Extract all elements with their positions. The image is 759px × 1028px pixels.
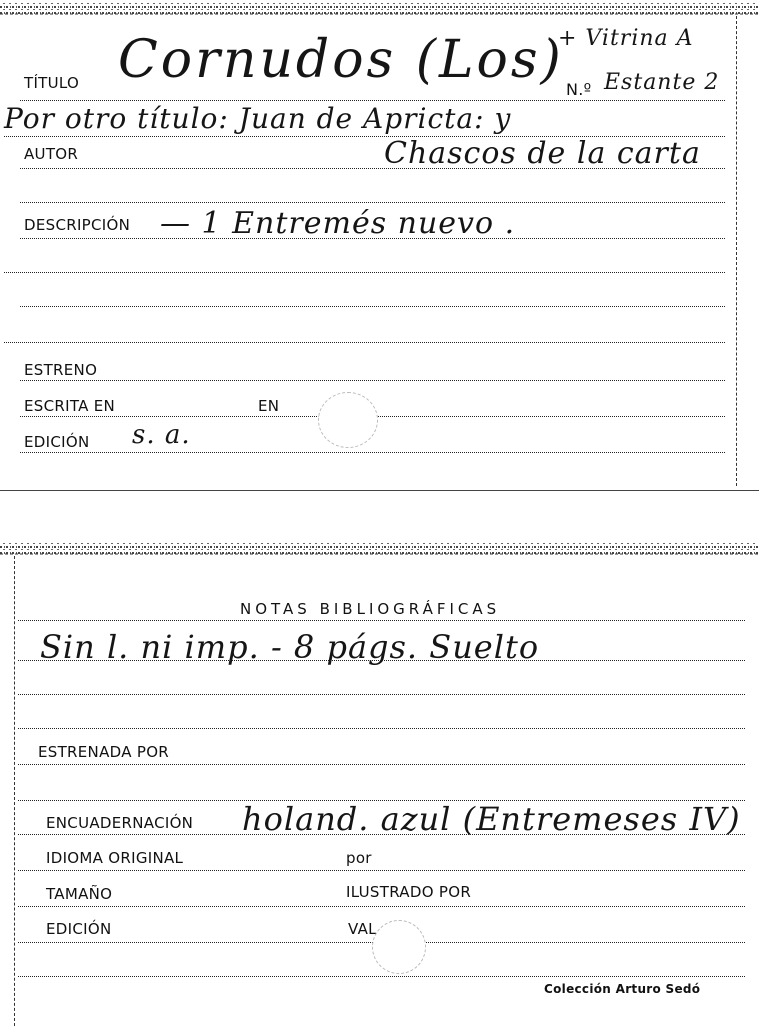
handwritten-title: Cornudos (Los) [118,30,564,90]
punch-hole [372,920,426,974]
card-right-border [736,16,737,486]
rule [18,976,745,977]
rule [20,238,725,239]
handwritten-alt-title-cont: Chascos de la carta [384,136,701,171]
value-label: VAL [348,920,377,938]
rule [20,306,725,307]
edition-label: EDICIÓN [46,920,112,938]
punch-hole [318,392,378,448]
premiered-by-label: ESTRENADA POR [38,743,170,761]
collection-footer: Colección Arturo Sedó [544,982,701,996]
card-left-border [14,556,15,1026]
author-label: AUTOR [24,145,79,163]
rule [18,728,745,729]
rule [18,764,745,765]
handwritten-alt-title: Por otro título: Juan de Apricta: y [4,102,512,135]
handwritten-binding: holand. azul (Entremeses IV) [242,800,741,838]
torn-top-edge [0,540,759,556]
rule [18,870,745,871]
original-language-label: IDIOMA ORIGINAL [46,849,184,867]
size-label: TAMAÑO [46,885,113,903]
in-label: EN [258,397,280,415]
catalog-card-back [0,538,759,1028]
binding-label: ENCUADERNACIÓN [46,814,194,832]
handwritten-estante: Estante 2 [604,70,720,95]
illustrated-by-label: ILUSTRADO POR [346,883,472,901]
rule [18,694,745,695]
by-label: por [346,849,372,867]
handwritten-edition: s. a. [132,420,191,450]
rule [18,906,745,907]
rule [20,100,725,101]
rule [20,202,725,203]
rule [20,168,725,169]
rule [18,620,745,621]
rule [4,272,725,273]
edition-label: EDICIÓN [24,433,90,451]
rule [20,452,725,453]
rule [18,660,745,661]
rule [20,380,725,381]
catalog-card-front [0,0,759,495]
number-label: N.º [566,80,592,99]
card-bottom-edge [0,490,759,491]
written-in-label: ESCRITA EN [24,397,116,415]
handwritten-description: — 1 Entremés nuevo . [160,206,516,241]
torn-top-edge [0,0,759,16]
handwritten-notes: Sin l. ni imp. - 8 págs. Suelto [40,628,540,666]
title-label: TÍTULO [24,74,80,92]
rule [4,342,725,343]
bibliographic-notes-heading: NOTAS BIBLIOGRÁFICAS [240,600,501,618]
premiere-label: ESTRENO [24,361,98,379]
rule [18,834,745,835]
description-label: DESCRIPCIÓN [24,216,131,234]
handwritten-vitrina: + Vitrina A [558,26,694,51]
